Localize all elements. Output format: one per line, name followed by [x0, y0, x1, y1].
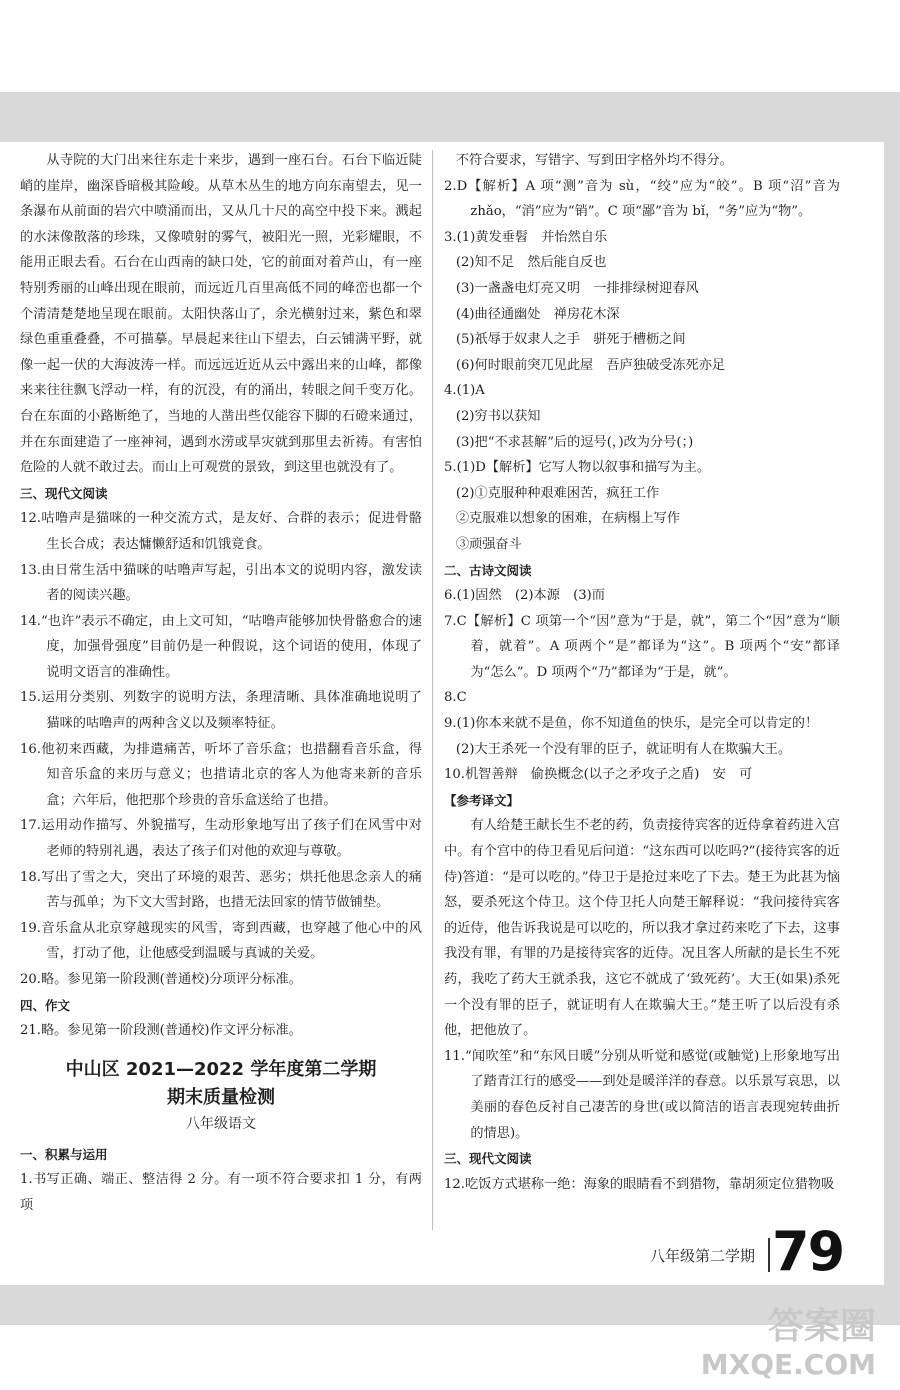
exam-title-block — [20, 1056, 422, 1136]
watermark-text: 答案圈 — [767, 1306, 876, 1347]
answer-item: (5)祇辱于奴隶人之手 骈死于槽枥之间 — [455, 332, 686, 348]
answer-item: 10.机智善辩 偷换概念(以子之矛攻子之盾) 安 可 — [444, 767, 753, 783]
reference-translation-heading: 【参考译文】 — [444, 792, 520, 808]
section-heading: 四、作文 — [20, 997, 71, 1013]
answer-item: 5.(1)D【解析】它写人物以叙事和描写为主。 — [444, 460, 711, 476]
footer-grade-term: 八年级第二学期 — [650, 1247, 756, 1265]
reference-translation: 有人给楚王献长生不老的药，负责接待宾客的近侍拿着药进入宫中。有个宫中的侍卫看见后问道：“这东西可以吃吗?”(接待宾客的近侍)答道：“是可以吃的。”侍卫于是抢过来吃了下去。楚王为此甚为恼怒，要杀死这个侍卫。这个侍卫托人向楚王解释说：“我问接待宾客的近侍，他告诉我说是可以吃的，所以我才拿过药来吃了下去，这事我没有罪，有罪的乃是接待宾客的近侍。况且客人所献的是长生不死药，我吃了药大王就杀我，这它不就成了‘致死药’。大王(如果)杀死一个没有罪的臣子，就证明有人在欺骗大王。”楚王听了以后没有杀他，把他放了。 — [444, 818, 840, 1039]
answer-item: 7.C【解析】C 项第一个“因”意为“于是，就”，第二个“因”意为“顺着，就着”。A 项两个“是”都译为“这”。B 项两个“安”都译为“怎么”。D 项两个“乃”都译为“于是，就”。 — [444, 613, 840, 680]
watermark-logo — [701, 1308, 876, 1384]
answer-item: (2)大王杀死一个没有罪的臣子，就证明有人在欺骗大王。 — [455, 741, 792, 757]
translation-paragraph: 从寺院的大门出来往东走十来步，遇到一座石台。石台下临近陡峭的崖岸，幽深昏暗极其险峻。从草木丛生的地方向东南望去，见一条瀑布从前面的岩穴中喷涌而出，又从几十尺的高空中投下来。溅起的水沫像散落的珍珠，又像喷射的雾气，被阳光一照，光彩耀眼，不能用正眼去看。石台在山西南的缺口处，它的前面对着芦山，有一座特别秀丽的山峰出现在眼前，而远近几百里高低不同的峰峦也都一个个清清楚楚地呈现在眼前。太阳快落山了，余光横射过来，紫色和翠绿色重重叠叠，不可描摹。早晨起来往山下望去，白云铺满平野，就像一起一伏的大海波涛一样。而远远近近从云中露出来的山峰，都像来来往往飘飞浮动一样，有的沉没，有的涌出，转眼之间千变万化。台在东面的小路断绝了，当地的人凿出些仅能容下脚的石磴来通过，并在东面建造了一座神祠，遇到水涝或旱灾就到那里去祈祷。有害怕危险的人就不敢过去。而山上可观赏的景致，到这里也就没有了。 — [20, 153, 422, 476]
section-heading: 三、现代文阅读 — [20, 485, 108, 501]
answer-item: 1.书写正确、端正、整洁得 2 分。有一项不符合要求扣 1 分，有两项 — [20, 1172, 422, 1213]
exam-subtitle: 期末质量检测 — [167, 1086, 275, 1108]
answer-item: 18.写出了雪之大，突出了环境的艰苦、恶劣；烘托他思念亲人的痛苦与孤单；为下文大雪封路，也措无法回家的情节做铺垫。 — [20, 869, 422, 911]
section-heading: 三、现代文阅读 — [444, 1151, 532, 1167]
answer-item: 4.(1)A — [444, 383, 485, 399]
footer-separator — [768, 1238, 770, 1272]
answer-item: (2)①克服种种艰难困苦，疯狂工作 — [455, 485, 660, 501]
watermark-url: MXQE.COM — [700, 1348, 876, 1381]
scan-border-right — [884, 92, 900, 1317]
answer-continuation: 不符合要求，写错字、写到田字格外均不得分。 — [455, 153, 733, 168]
answer-item: ②克服难以想象的困难，在病榻上写作 — [455, 511, 681, 527]
answer-item: 14.“也许”表示不确定，由上文可知，“咕噜声能够加快骨骼愈合的速度，加强骨强度”目前仍是一种假说，这个词语的使用，体现了说明文语言的准确性。 — [20, 613, 422, 680]
left-column — [20, 148, 422, 1219]
answer-item: 2.D【解析】A 项“测”音为 sù，“绞”应为“皎”。B 项“沼”音为 zhǎo，“消”应为“销”。C 项“鄙”音为 bǐ，“务”应为“物”。 — [444, 178, 840, 220]
answer-item: 15.运用分类别、列数字的说明方法，条理清晰、具体准确地说明了猫咪的咕噜声的两种含义以及频率特征。 — [20, 690, 422, 732]
answer-item: 12.咕噜声是猫咪的一种交流方式，是友好、合群的表示；促进骨骼生长合成；表达慵懒舒适和饥饿竟食。 — [20, 511, 422, 552]
answer-item: 20.略。参见第一阶段测(普通校)分项评分标准。 — [20, 972, 302, 987]
answer-item: (2)穷书以获知 — [455, 408, 541, 424]
section-heading: 一、积累与运用 — [20, 1146, 108, 1162]
answer-item: 13.由日常生活中猫咪的咕噜声写起，引出本文的说明内容，激发读者的阅读兴趣。 — [20, 562, 422, 604]
answer-item: 12.吃饭方式堪称一绝：海象的眼睛看不到猎物，靠胡须定位猎物吸 — [444, 1176, 835, 1192]
answer-item: (2)知不足 然后能自反也 — [455, 255, 607, 271]
answer-item: 17.运用动作描写、外貌描写，生动形象地写出了孩子们在风雪中对老师的特别礼遇，表达了孩子们对他的欢迎与尊敬。 — [20, 818, 422, 860]
answer-item: (3)把“不求甚解”后的逗号(，)改为分号(；) — [455, 434, 694, 450]
answer-item: 3.(1)黄发垂髫 并怡然自乐 — [444, 229, 608, 245]
answer-item: ③顽强奋斗 — [455, 536, 522, 552]
column-divider — [432, 150, 433, 1230]
answer-item: 21.略。参见第一阶段测(普通校)作文评分标准。 — [20, 1023, 302, 1039]
answer-item: 19.音乐盒从北京穿越现实的风雪，寄到西藏，也穿越了他心中的风雪，打动了他，让他感受到温暖与真诚的关爱。 — [20, 920, 422, 962]
answer-item: (6)何时眼前突兀见此屋 吾庐独破受冻死亦足 — [455, 357, 726, 373]
right-column — [444, 148, 840, 1197]
page-number: 79 — [772, 1220, 844, 1283]
exam-title: 中山区 2021—2022 学年度第二学期 — [65, 1058, 377, 1080]
scan-border-top — [0, 92, 900, 142]
answer-item: 9.(1)你本来就不是鱼，你不知道鱼的快乐，是完全可以肯定的！ — [444, 716, 819, 732]
exam-grade: 八年级语文 — [186, 1115, 256, 1132]
answer-item: (4)曲径通幽处 禅房花木深 — [455, 306, 620, 322]
answer-item: (3)一盏盏电灯亮又明 一排排绿树迎春风 — [455, 280, 699, 296]
answer-item: 8.C — [444, 690, 467, 706]
answer-item: 11.“闻吹笙”和“东风日暖”分别从听觉和感觉(或触觉)上形象地写出了踏青江行的感受——到处是暖洋洋的春意。以乐景写哀思，以美丽的春色反衬自己凄苦的身世(或以简洁的语言表现宛转曲折的情思)。 — [444, 1048, 840, 1141]
section-heading: 二、古诗文阅读 — [444, 562, 532, 578]
answer-item: 6.(1)固然 (2)本源 (3)而 — [444, 588, 605, 604]
answer-item: 16.他初来西藏，为排遣痛苦，听坏了音乐盒；也措翻看音乐盒，得知音乐盒的来历与意义；也措请北京的客人为他寄来新的音乐盒；六年后，他把那个珍贵的音乐盒送给了也措。 — [20, 741, 422, 808]
